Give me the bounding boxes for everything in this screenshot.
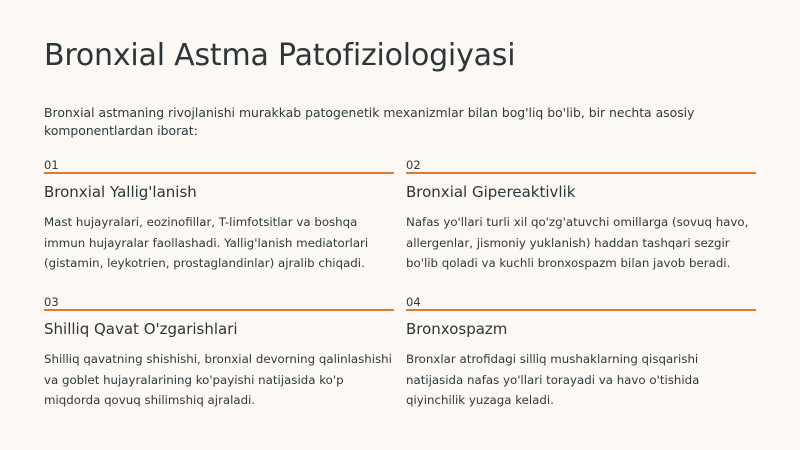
card-text: Shilliq qavatning shishishi, bronxial devorning qalinlashishi va goblet hujayralarining ko'payishi natijasida ko'p miqdorda qovuq shilimshiq ajraladi. bbox=[44, 352, 392, 407]
card-number: 02 bbox=[406, 158, 421, 172]
intro-text: Bronxial astmaning rivojlanishi murakkab patogenetik mexanizmlar bilan bog'liq bo'lib, bir nechta asosiy komponentlardan iborat: bbox=[44, 105, 695, 138]
card-title: Bronxial Yallig'lanish bbox=[44, 183, 197, 201]
page-title: Bronxial Astma Patofiziologiyasi bbox=[44, 38, 516, 73]
card-number: 01 bbox=[44, 158, 59, 172]
card-text: Bronxlar atrofidagi silliq mushaklarning qisqarishi natijasida nafas yo'llari torayadi va havo o'tishida qiyinchilik yuzaga keladi. bbox=[406, 352, 700, 407]
card-number: 04 bbox=[406, 295, 421, 309]
card-number: 03 bbox=[44, 295, 59, 309]
card-text: Nafas yo'llari turli xil qo'zg'atuvchi omillarga (sovuq havo, allergenlar, jismoniy yuklanish) haddan tashqari sezgir bo'lib qoladi va kuchli bronxospazm bilan javob beradi. bbox=[406, 215, 749, 270]
card-divider bbox=[44, 172, 394, 174]
card-divider bbox=[44, 309, 394, 311]
card-title: Shilliq Qavat O'zgarishlari bbox=[44, 320, 238, 338]
card-title: Bronxial Gipereaktivlik bbox=[406, 183, 576, 201]
card-text: Mast hujayralari, eozinofillar, T-limfotsitlar va boshqa immun hujayralar faollashadi. Yallig'lanish mediatorlari (gistamin, leykotrien, prostaglandinlar) ajralib chiqadi. bbox=[44, 215, 369, 270]
card-title: Bronxospazm bbox=[406, 320, 508, 338]
card-divider bbox=[406, 172, 756, 174]
card-divider bbox=[406, 309, 756, 311]
